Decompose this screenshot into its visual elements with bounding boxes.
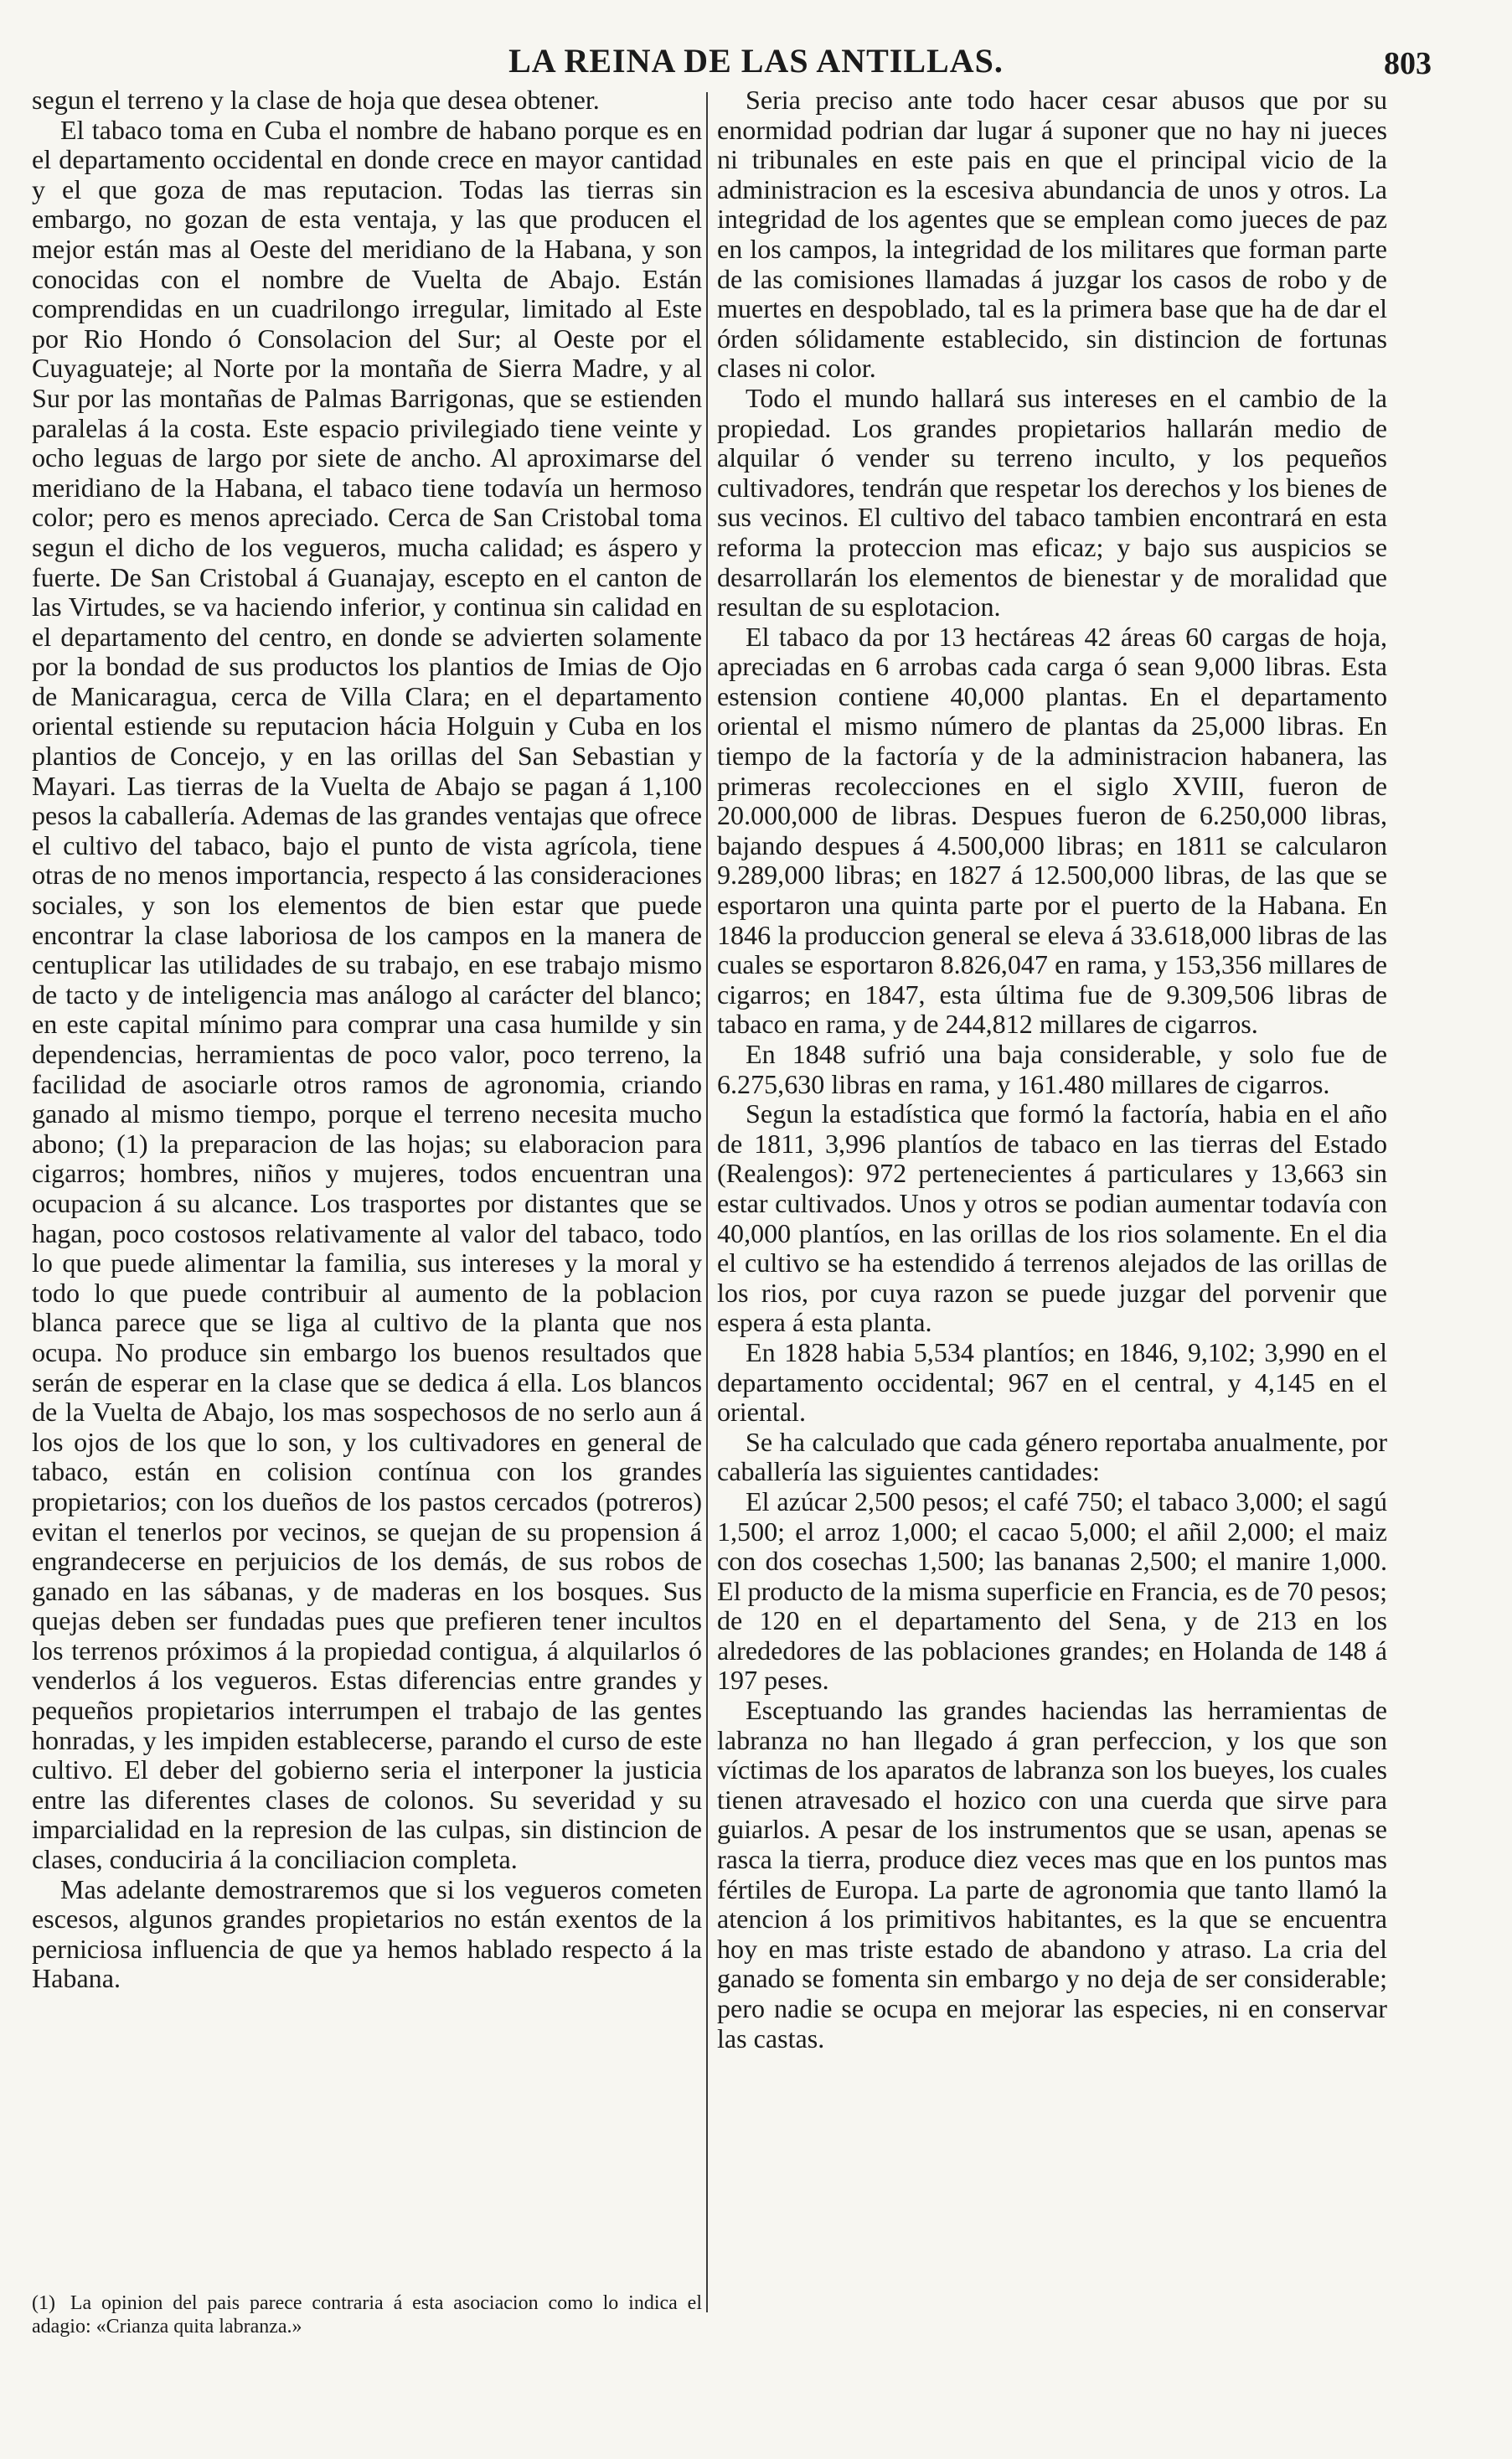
- running-header: [34, 40, 1478, 80]
- footnote-mark: (1): [32, 2292, 55, 2314]
- left-column: [32, 85, 702, 1994]
- paragraph: Seria preciso ante todo hacer cesar abusos que por su enormidad podrian dar lugar á suponer que no hay ni jueces ni tribunales en este pais en que el principal vicio de la administracion es la escesiva abundancia de unos y otros. La integridad de los agentes que se emplean como jueces de paz en los campos, la integridad de los militares que forman parte de las comisiones llamadas á juzgar los casos de robo y de muertes en despoblado, tal es la primera base que ha de dar el órden sólidamente establecido, sin distincion de fortunas clases ni color.: [717, 85, 1387, 384]
- column-divider: [706, 92, 708, 2312]
- paragraph: Segun la estadística que formó la factoría, habia en el año de 1811, 3,996 plantíos de tabaco en las tierras del Estado (Realengos): 972 pertenecientes á particulares y 13,663 sin estar cultivados. Unos y otros se podian aumentar todavía con 40,000 plantíos, en las orillas de los rios solamente. En el dia el cultivo se ha estendido á terrenos alejados de las orillas de los rios, por cuya razon se puede juzgar del porvenir que espera á esta planta.: [717, 1098, 1387, 1338]
- paragraph: En 1848 sufrió una baja considerable, y solo fue de 6.275,630 libras en rama, y 161.480 millares de cigarros.: [717, 1039, 1387, 1099]
- paragraph: Mas adelante demostraremos que si los vegueros cometen escesos, algunos grandes propietarios no están exentos de la perniciosa influencia de que ya hemos hablado respecto á la Habana.: [32, 1873, 702, 1994]
- right-column: [717, 85, 1387, 2053]
- paragraph: El azúcar 2,500 pesos; el café 750; el tabaco 3,000; el sagú 1,500; el arroz 1,000; el cacao 5,000; el añil 2,000; el maiz con dos cosechas 1,500; las bananas 2,500; el manire 1,000. El producto de la misma superficie en Francia, es de 70 pesos; de 120 en el departamento del Sena, y de 213 en los alrededores de las poblaciones grandes; en Holanda de 148 á 197 peses.: [717, 1485, 1387, 1696]
- paragraph: El tabaco da por 13 hectáreas 42 áreas 60 cargas de hoja, apreciadas en 6 arrobas cada carga ó sean 9,000 libras. Esta estension contiene 40,000 plantas. En el departamento oriental el mismo número de plantas da 25,000 libras. En tiempo de la factoría y de la administracion habanera, las primeras recolecciones en el siglo XVIII, fueron de 20.000,000 de libras. Despues fueron de 6.250,000 libras, bajando despues á 4.500,000 libras; en 1811 se calcularon 9.289,000 libras; en 1827 á 12.500,000 libras, de las que se esportaron una quinta parte por el puerto de la Habana. En 1846 la produccion general se eleva á 33.618,000 libras de las cuales se esportaron 8.826,047 en rama, y 153,356 millares de cigarros; en 1847, esta última fue de 9.309,506 libras de tabaco en rama, y de 244,812 millares de cigarros.: [717, 621, 1387, 1040]
- paragraph: Todo el mundo hallará sus intereses en el cambio de la propiedad. Los grandes propietarios hallarán medio de alquilar ó vender su terreno inculto, y los pequeños cultivadores, tendrán que respetar los derechos y los bienes de sus vecinos. El cultivo del tabaco tambien encontrará en esta reforma la proteccion mas eficaz; y bajo sus auspicios se desarrollarán los elementos de bienestar y de moralidad que resultan de su esplotacion.: [717, 382, 1387, 622]
- page-title: LA REINA DE LAS ANTILLAS.: [508, 41, 1004, 80]
- paragraph: En 1828 habia 5,534 plantíos; en 1846, 9,102; 3,990 en el departamento occidental; 967 en el central, y 4,145 en el oriental.: [717, 1336, 1387, 1428]
- paragraph: Esceptuando las grandes haciendas las herramientas de labranza no han llegado á gran perfeccion, y los que son víctimas de los aparatos de labranza son los bueyes, los cuales tienen atravesado el hozico con una cuerda que sirve para guiarlos. A pesar de los instrumentos que se usan, apenas se rasca la tierra, produce diez veces mas que en los puntos mas fértiles de Europa. La parte de agronomia que tanto llamó la atencion á los primitivos habitantes, es la que se encuentra hoy en mas triste estado de abandono y atraso. La cria del ganado se fomenta sin embargo y no deja de ser considerable; pero nadie se ocupa en mejorar las especies, ni en conservar las castas.: [717, 1695, 1387, 2053]
- footnote-text: La opinion del pais parece contraria á esta asociacion como lo indica el adagio: «Crianza quita labranza.»: [32, 2292, 702, 2338]
- paragraph: El tabaco toma en Cuba el nombre de habano porque es en el departamento occidental en donde crece en mayor cantidad y el que goza de mas reputacion. Todas las tierras sin embargo, no gozan de esta ventaja, y las que producen el mejor están mas al Oeste del meridiano de la Habana, y son conocidas con el nombre de Vuelta de Abajo. Están comprendidas en un cuadrilongo irregular, limitado al Este por Rio Hondo ó Consolacion del Sur; al Oeste por el Cuyaguateje; al Norte por la montaña de Sierra Madre, y al Sur por las montañas de Palmas Barrigonas, que se estienden paralelas á la costa. Este espacio privilegiado tiene veinte y ocho leguas de largo por siete de ancho. Al aproximarse del meridiano de la Habana, el tabaco tiene todavía un hermoso color; pero es menos apreciado. Cerca de San Cristobal toma segun el dicho de los vegueros, mucha calidad; es áspero y fuerte. De San Cristobal á Guanajay, escepto en el canton de las Virtudes, se va haciendo inferior, y continua sin calidad en el departamento del centro, en donde se advierten solamente por la bondad de sus productos los plantios de Imias de Ojo de Manicaragua, cerca de Villa Clara; en el departamento oriental estiende su reputacion hácia Holguin y Cuba en los plantios de Concejo, y en las orillas del San Sebastian y Mayari. Las tierras de la Vuelta de Abajo se pagan á 1,100 pesos la caballería. Ademas de las grandes ventajas que ofrece el cultivo del tabaco, bajo el punto de vista agrícola, tiene otras de no menos importancia, respecto á las consideraciones sociales, y son los elementos de bien estar que puede encontrar la clase laboriosa de los campos en la manera de centuplicar las utilidades de su trabajo, en ese trabajo mismo de tacto y de inteligencia mas análogo al carácter del blanco; en este capital mínimo para comprar una casa humilde y sin dependencias, herramientas de poco valor, poco terreno, la facilidad de asociarle otros ramos de agronomia, criando ganado al mismo tiempo, porque el terreno necesita mucho abono; (1) la preparacion de las hojas; su elaboracion para cigarros; hombres, niños y mujeres, todos encuentran una ocupacion á su alcance. Los trasportes por distantes que se hagan, poco costosos relativamente al valor del tabaco, todo lo que puede alimentar la familia, sus intereses y la moral y todo lo que puede contribuir al aumento de la poblacion blanca parece que se liga al cultivo de la planta que nos ocupa. No produce sin embargo los buenos resultados que serán de esperar en la clase que se dedica á ella. Los blancos de la Vuelta de Abajo, los mas sospechosos de no serlo aun á los ojos de los que lo son, y los cultivadores en general de tabaco, están en colision contínua con los grandes propietarios; con los dueños de los pastos cercados (potreros) evitan el tenerlos por vecinos, se quejan de su propension á engrandecerse en perjuicios de los demás, de sus robos de ganado en las sábanas, y de maderas en los bosques. Sus quejas deben ser fundadas pues que prefieren tener incultos los terrenos próximos á la propiedad contigua, á alquilarlos ó venderlos á los vegueros. Estas diferencias entre grandes y pequeños propietarios interrumpen el trabajo de las gentes honradas, y les impiden establecerse, parando el curso de este cultivo. El deber del gobierno seria el interponer la justicia entre las diferentes clases de colonos. Su severidad y su imparcialidad en la represion de las culpas, sin distincion de clases, conduciria á la conciliacion completa.: [32, 114, 702, 1875]
- footnote: [32, 2291, 702, 2338]
- paragraph: Se ha calculado que cada género reportaba anualmente, por caballería las siguientes cantidades:: [717, 1426, 1387, 1487]
- paragraph: segun el terreno y la clase de hoja que desea obtener.: [32, 85, 600, 115]
- page-number: 803: [1384, 46, 1432, 81]
